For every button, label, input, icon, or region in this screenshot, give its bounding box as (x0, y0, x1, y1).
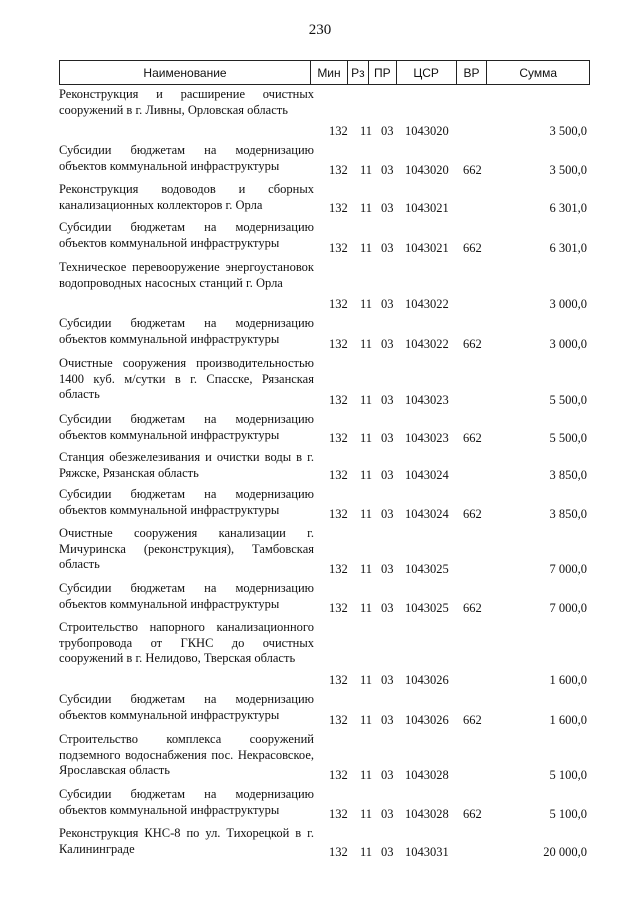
row-pr: 03 (381, 200, 394, 215)
row-min: 132 (329, 123, 348, 138)
row-pr: 03 (381, 844, 394, 859)
row-min: 132 (329, 600, 348, 615)
row-rz: 11 (360, 467, 373, 482)
row-min: 132 (329, 392, 348, 407)
row-min: 132 (329, 806, 348, 821)
row-sum: 5 500,0 (549, 430, 587, 445)
row-rz: 11 (360, 296, 373, 311)
row-sum: 6 301,0 (549, 240, 587, 255)
row-min: 132 (329, 767, 348, 782)
table-row (59, 786, 599, 825)
row-pr: 03 (381, 561, 394, 576)
column-header-min: Мин (311, 61, 348, 84)
row-vr: 662 (463, 712, 482, 727)
table-row (59, 731, 599, 786)
row-min: 132 (329, 467, 348, 482)
row-pr: 03 (381, 600, 394, 615)
table-row (59, 619, 599, 691)
row-name: Субсидии бюджетам на модернизацию объектов коммунальной инфраструктуры (59, 487, 314, 517)
row-csr: 1043022 (405, 296, 449, 311)
row-sum: 1 600,0 (549, 712, 587, 727)
row-name: Строительство напорного канализационного трубопровода от ГКНС до очистных сооружений в г. Нелидово, Тверская область (59, 620, 314, 665)
table-row (59, 525, 599, 580)
row-min: 132 (329, 296, 348, 311)
column-header-vr: ВР (457, 61, 488, 84)
row-sum: 3 850,0 (549, 467, 587, 482)
row-min: 132 (329, 561, 348, 576)
row-name: Субсидии бюджетам на модернизацию объектов коммунальной инфраструктуры (59, 581, 314, 611)
row-min: 132 (329, 336, 348, 351)
row-csr: 1043023 (405, 430, 449, 445)
row-pr: 03 (381, 336, 394, 351)
row-csr: 1043023 (405, 392, 449, 407)
row-csr: 1043024 (405, 506, 449, 521)
table-row (59, 486, 599, 525)
row-csr: 1043021 (405, 240, 449, 255)
row-rz: 11 (360, 506, 373, 521)
table-row (59, 355, 599, 411)
row-pr: 03 (381, 240, 394, 255)
column-header-csr: ЦСР (397, 61, 457, 84)
row-sum: 20 000,0 (543, 844, 587, 859)
row-sum: 3 500,0 (549, 162, 587, 177)
row-csr: 1043028 (405, 806, 449, 821)
row-name: Субсидии бюджетам на модернизацию объектов коммунальной инфраструктуры (59, 220, 314, 250)
row-sum: 5 100,0 (549, 806, 587, 821)
column-header-sum: Сумма (519, 65, 558, 80)
column-header-rz: Рз (348, 61, 369, 84)
row-rz: 11 (360, 123, 373, 138)
row-rz: 11 (360, 162, 373, 177)
row-vr: 662 (463, 806, 482, 821)
table-row (59, 142, 599, 181)
row-name: Реконструкция КНС-8 по ул. Тихорецкой в г. Калининграде (59, 826, 314, 856)
row-rz: 11 (360, 336, 373, 351)
row-sum: 3 000,0 (549, 296, 587, 311)
row-pr: 03 (381, 806, 394, 821)
row-sum: 5 500,0 (549, 392, 587, 407)
row-csr: 1043020 (405, 123, 449, 138)
row-rz: 11 (360, 712, 373, 727)
row-name: Субсидии бюджетам на модернизацию объектов коммунальной инфраструктуры (59, 787, 314, 817)
row-name: Субсидии бюджетам на модернизацию объектов коммунальной инфраструктуры (59, 692, 314, 722)
row-csr: 1043026 (405, 672, 449, 687)
row-name: Очистные сооружения канализации г. Мичуринска (реконструкция), Тамбовская область (59, 526, 314, 571)
row-rz: 11 (360, 844, 373, 859)
row-min: 132 (329, 240, 348, 255)
row-min: 132 (329, 430, 348, 445)
row-name: Станция обезжелезивания и очистки воды в г. Ряжске, Рязанская область (59, 450, 314, 480)
row-csr: 1043022 (405, 336, 449, 351)
row-csr: 1043025 (405, 561, 449, 576)
row-min: 132 (329, 672, 348, 687)
table-row (59, 691, 599, 731)
row-vr: 662 (463, 240, 482, 255)
column-header-name: Наименование (60, 61, 311, 84)
row-pr: 03 (381, 672, 394, 687)
row-rz: 11 (360, 240, 373, 255)
row-min: 132 (329, 844, 348, 859)
row-sum: 3 000,0 (549, 336, 587, 351)
row-name: Техническое перевооружение энергоустановок водопроводных насосных станций г. Орла (59, 260, 314, 290)
row-sum: 6 301,0 (549, 200, 587, 215)
row-rz: 11 (360, 806, 373, 821)
row-rz: 11 (360, 200, 373, 215)
row-name: Субсидии бюджетам на модернизацию объектов коммунальной инфраструктуры (59, 316, 314, 346)
row-pr: 03 (381, 712, 394, 727)
table-row (59, 315, 599, 355)
table-header (59, 60, 590, 85)
table-row (59, 825, 599, 863)
row-sum: 3 850,0 (549, 506, 587, 521)
row-pr: 03 (381, 767, 394, 782)
row-csr: 1043025 (405, 600, 449, 615)
row-name: Реконструкция водоводов и сборных канализационных коллекторов г. Орла (59, 182, 314, 212)
row-name: Субсидии бюджетам на модернизацию объектов коммунальной инфраструктуры (59, 412, 314, 442)
row-vr: 662 (463, 162, 482, 177)
row-pr: 03 (381, 506, 394, 521)
table-row (59, 411, 599, 449)
row-rz: 11 (360, 600, 373, 615)
row-csr: 1043028 (405, 767, 449, 782)
row-csr: 1043024 (405, 467, 449, 482)
row-rz: 11 (360, 767, 373, 782)
page-number: 230 (308, 22, 332, 38)
table-row (59, 580, 599, 619)
row-min: 132 (329, 162, 348, 177)
table-row (59, 219, 599, 259)
row-csr: 1043031 (405, 844, 449, 859)
row-rz: 11 (360, 672, 373, 687)
row-vr: 662 (463, 600, 482, 615)
table-row (59, 449, 599, 486)
row-sum: 7 000,0 (549, 600, 587, 615)
row-name: Очистные сооружения производительностью 1400 куб. м/сутки в г. Спасске, Рязанская область (59, 356, 314, 401)
row-sum: 7 000,0 (549, 561, 587, 576)
row-pr: 03 (381, 430, 394, 445)
table-row (59, 259, 599, 315)
table-body (59, 86, 599, 863)
row-sum: 3 500,0 (549, 123, 587, 138)
row-vr: 662 (463, 506, 482, 521)
row-name: Реконструкция и расширение очистных сооружений в г. Ливны, Орловская область (59, 87, 314, 117)
row-sum: 1 600,0 (549, 672, 587, 687)
row-name: Субсидии бюджетам на модернизацию объектов коммунальной инфраструктуры (59, 143, 314, 173)
row-pr: 03 (381, 162, 394, 177)
row-min: 132 (329, 200, 348, 215)
row-pr: 03 (381, 467, 394, 482)
row-rz: 11 (360, 561, 373, 576)
table-row (59, 181, 599, 219)
row-pr: 03 (381, 123, 394, 138)
table-row (59, 86, 599, 142)
column-header-pr: ПР (369, 61, 397, 84)
row-pr: 03 (381, 392, 394, 407)
row-csr: 1043021 (405, 200, 449, 215)
row-min: 132 (329, 712, 348, 727)
row-csr: 1043026 (405, 712, 449, 727)
row-vr: 662 (463, 430, 482, 445)
row-sum: 5 100,0 (549, 767, 587, 782)
row-rz: 11 (360, 392, 373, 407)
row-min: 132 (329, 506, 348, 521)
row-csr: 1043020 (405, 162, 449, 177)
row-vr: 662 (463, 336, 482, 351)
row-pr: 03 (381, 296, 394, 311)
row-name: Строительство комплекса сооружений подземного водоснабжения пос. Некрасовское, Ярославская область (59, 732, 314, 777)
row-rz: 11 (360, 430, 373, 445)
